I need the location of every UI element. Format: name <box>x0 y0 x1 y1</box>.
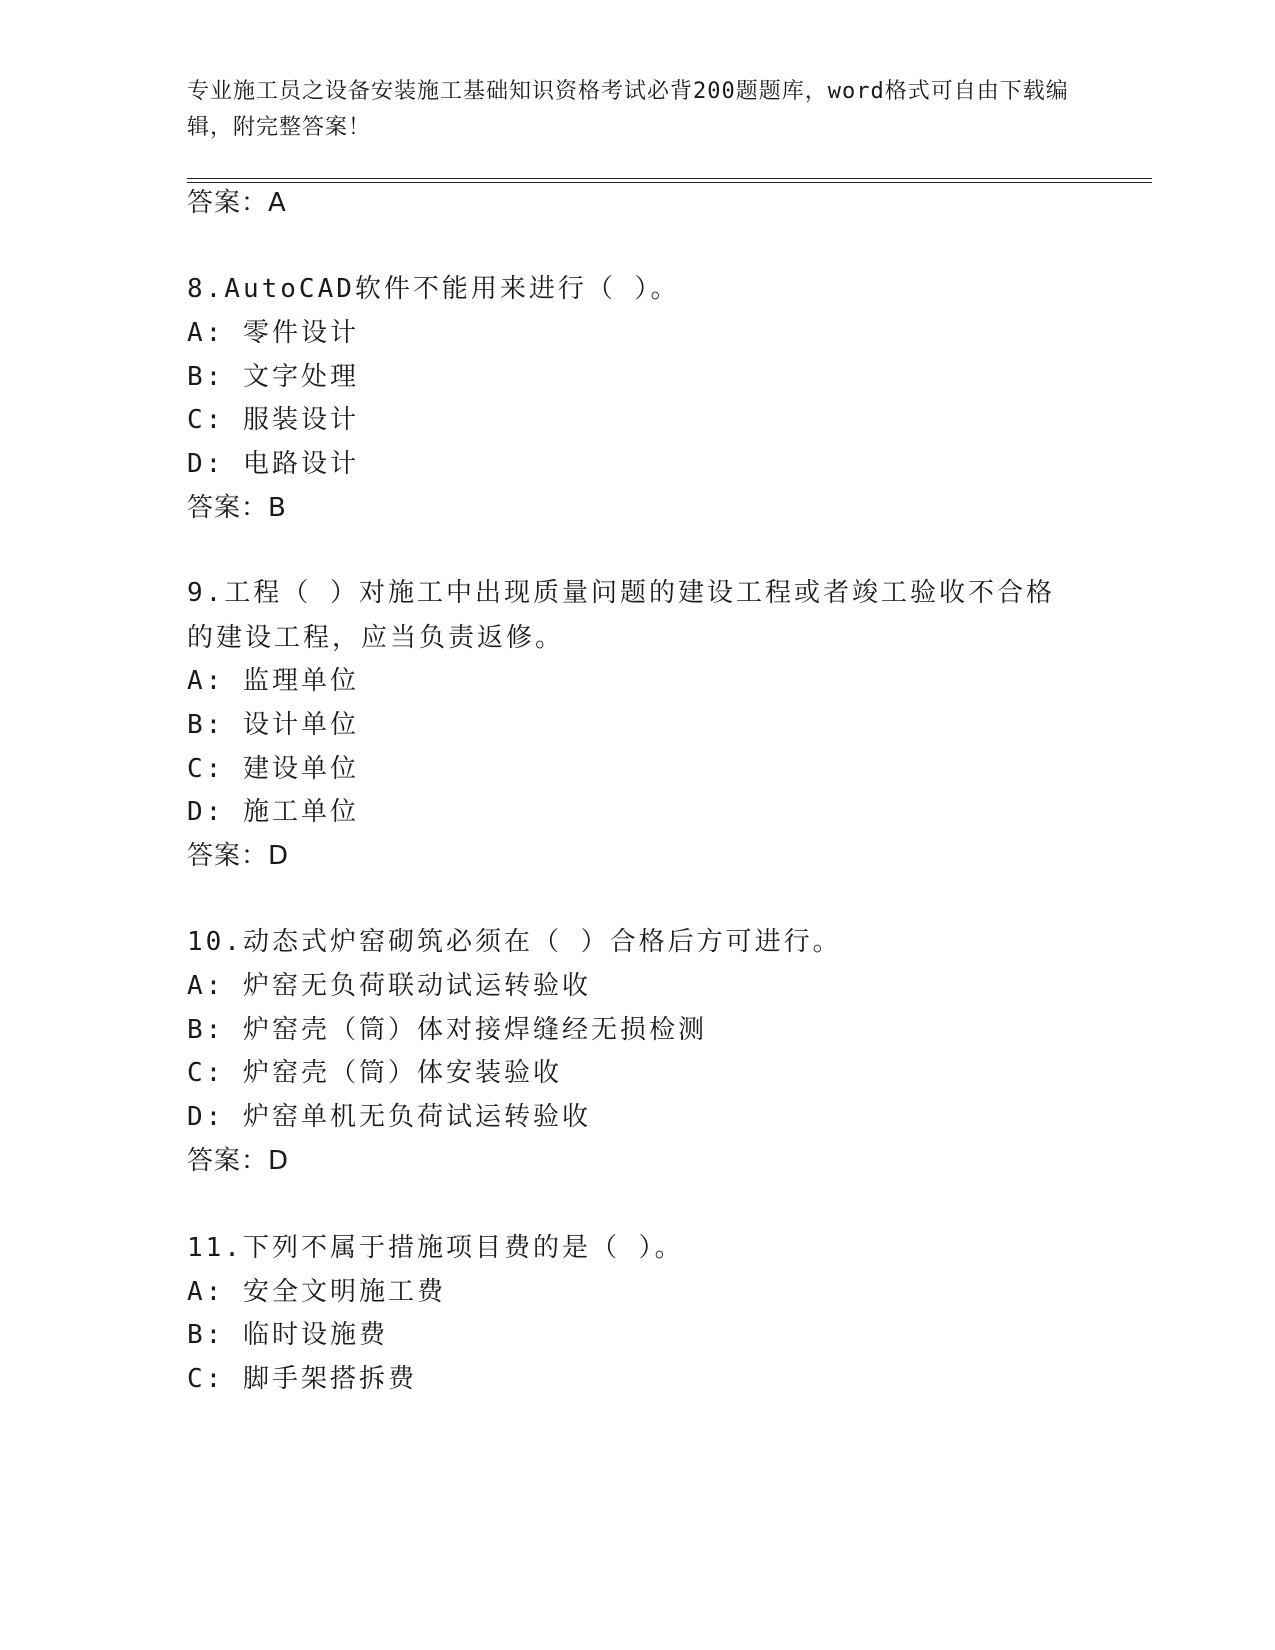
q11-option-b: B: 临时设施费 <box>187 1320 388 1350</box>
q8-option-a: A: 零件设计 <box>187 318 359 348</box>
q8-option-d: D: 电路设计 <box>187 449 359 479</box>
header-double-rule <box>187 178 1152 183</box>
q10-option-a: A: 炉窑无负荷联动试运转验收 <box>187 971 591 1001</box>
q9-answer: 答案：D <box>187 841 290 871</box>
q10-option-c: C: 炉窑壳（筒）体安装验收 <box>187 1058 562 1088</box>
q8-answer: 答案：B <box>187 493 287 523</box>
q8-option-b: B: 文字处理 <box>187 362 359 392</box>
q9-option-a: A: 监理单位 <box>187 666 359 696</box>
question-11: 11.下列不属于措施项目费的是（ ）。 <box>187 1233 684 1263</box>
answer-previous: 答案：A <box>187 188 287 218</box>
question-10: 10.动态式炉窑砌筑必须在（ ）合格后方可进行。 <box>187 927 842 957</box>
q11-option-a: A: 安全文明施工费 <box>187 1277 446 1307</box>
q9-option-b: B: 设计单位 <box>187 710 359 740</box>
document-page <box>187 0 1147 1650</box>
q10-answer: 答案：D <box>187 1146 290 1176</box>
q9-option-c: C: 建设单位 <box>187 754 359 784</box>
q8-option-c: C: 服装设计 <box>187 405 359 435</box>
q11-option-c: C: 脚手架搭拆费 <box>187 1364 417 1394</box>
document-header-title: 专业施工员之设备安装施工基础知识资格考试必背200题题库，word格式可自由下载编辑，附完整答案！ <box>187 79 1069 140</box>
question-9: 9.工程（ ）对施工中出现质量问题的建设工程或者竣工验收不合格的建设工程，应当负责返修。 <box>187 578 1055 653</box>
q10-option-d: D: 炉窑单机无负荷试运转验收 <box>187 1102 591 1132</box>
q10-option-b: B: 炉窑壳（筒）体对接焊缝经无损检测 <box>187 1015 707 1045</box>
q9-option-d: D: 施工单位 <box>187 797 359 827</box>
question-8: 8.AutoCAD软件不能用来进行（ ）。 <box>187 274 680 304</box>
